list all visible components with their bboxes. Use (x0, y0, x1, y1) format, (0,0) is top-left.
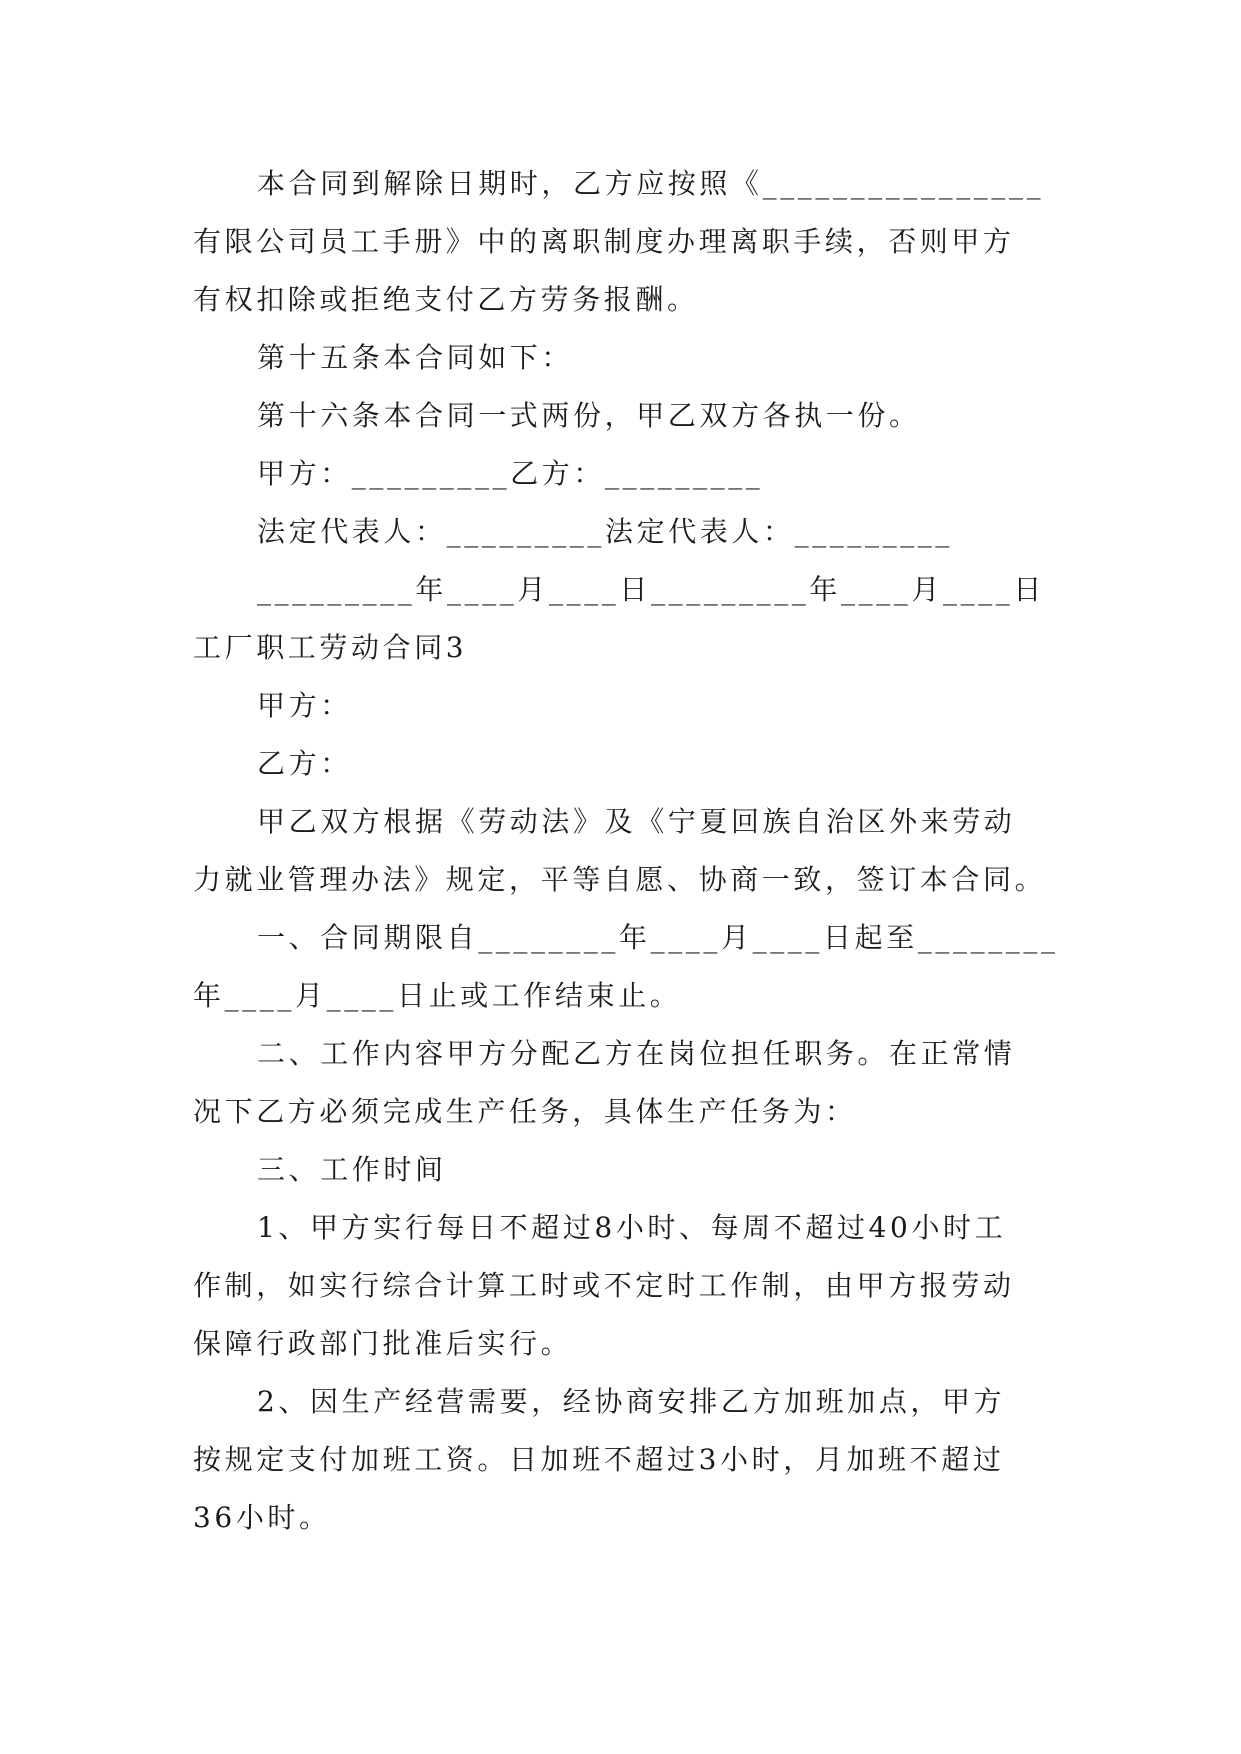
text-line: 二、工作内容甲方分配乙方在岗位担任职务。在正常情 (257, 1037, 1016, 1070)
text-line: 一、合同期限自________年____月____日起至________ (257, 921, 1059, 954)
signature-representative-line: 法定代表人：_________法定代表人：_________ (257, 515, 954, 548)
text-line: 有权扣除或拒绝支付乙方劳务报酬。 (193, 283, 699, 316)
text-line: 况下乙方必须完成生产任务，具体生产任务为： (193, 1095, 857, 1128)
text-line: 1、甲方实行每日不超过8小时、每周不超过40小时工 (257, 1211, 1007, 1244)
text-line: 保障行政部门批准后实行。 (193, 1327, 573, 1360)
text-line: 甲方： (257, 689, 352, 722)
text-line: 2、因生产经营需要，经协商安排乙方加班加点，甲方 (257, 1385, 1006, 1418)
text-line: 三、工作时间 (257, 1153, 447, 1186)
text-line: 作制，如实行综合计算工时或不定时工作制，由甲方报劳动 (193, 1269, 1015, 1302)
text-line: 36小时。 (193, 1501, 331, 1534)
signature-party-line: 甲方：_________乙方：_________ (257, 457, 764, 490)
text-line: 力就业管理办法》规定，平等自愿、协商一致，签订本合同。 (193, 863, 1047, 896)
signature-date-line: _________年____月____日_________年____月____日 (257, 573, 1046, 606)
section-heading: 工厂职工劳动合同3 (193, 631, 468, 664)
text-line: 甲乙双方根据《劳动法》及《宁夏回族自治区外来劳动 (257, 805, 1016, 838)
text-line: 按规定支付加班工资。日加班不超过3小时，月加班不超过 (193, 1443, 1005, 1476)
text-line: 本合同到解除日期时，乙方应按照《________________ (257, 167, 1045, 200)
text-line: 第十五条本合同如下： (257, 341, 574, 374)
text-line: 第十六条本合同一式两份，甲乙双方各执一份。 (257, 399, 921, 432)
text-line: 有限公司员工手册》中的离职制度办理离职手续，否则甲方 (193, 225, 1015, 258)
text-line: 年____月____日止或工作结束止。 (193, 979, 682, 1012)
text-line: 乙方： (257, 747, 352, 780)
